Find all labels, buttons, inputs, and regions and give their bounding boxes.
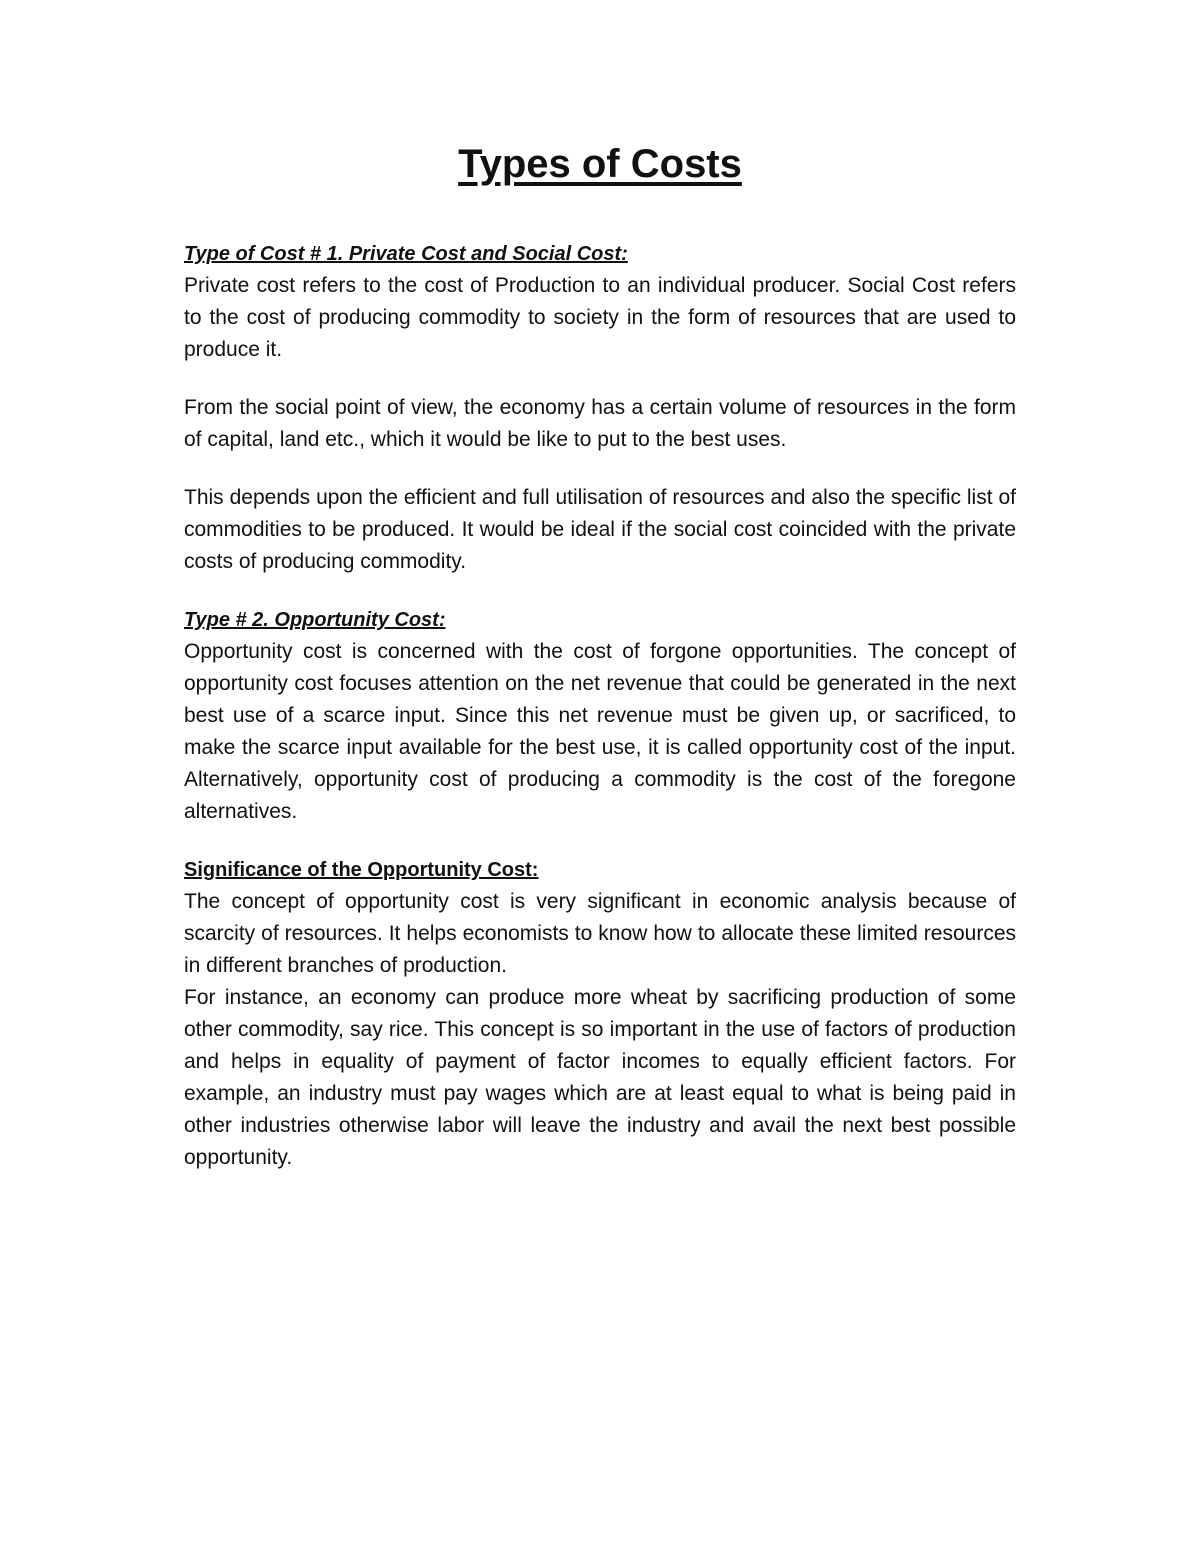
paragraph: This depends upon the efficient and full utilisation of resources and also the specific list of commodities to be produced. It would be ideal if the social cost coincided with the private costs of producing commodity. — [184, 486, 1016, 573]
paragraph: From the social point of view, the economy has a certain volume of resources in the form of capital, land etc., which it would be like to put to the best uses. — [184, 396, 1016, 451]
paragraph: The concept of opportunity cost is very significant in economic analysis because of scarcity of resources. It helps economists to know how to allocate these limited resources in different branches of production. — [184, 890, 1016, 977]
section-heading: Significance of the Opportunity Cost: — [184, 859, 539, 881]
paragraph: For instance, an economy can produce more wheat by sacrificing production of some other commodity, say rice. This concept is so important in the use of factors of production and helps in equality of payment of factor incomes to equally efficient factors. For example, an industry must pay wages which are at least equal to what is being paid in other industries otherwise labor will leave the industry and avail the next best possible opportunity. — [184, 986, 1016, 1169]
section-opportunity-cost — [184, 604, 1016, 828]
document-title: Types of Costs — [458, 142, 742, 186]
section-significance — [184, 854, 1016, 1174]
document-body — [184, 138, 1016, 1174]
section-heading: Type of Cost # 1. Private Cost and Social Cost: — [184, 243, 628, 265]
paragraph: Private cost refers to the cost of Production to an individual producer. Social Cost refers to the cost of producing commodity to society in the form of resources that are used to produce it. — [184, 274, 1016, 361]
paragraph: Opportunity cost is concerned with the cost of forgone opportunities. The concept of opportunity cost focuses attention on the net revenue that could be generated in the next best use of a scarce input. Since this net revenue must be given up, or sacrificed, to make the scarce input available for the best use, it is called opportunity cost of the input. Alternatively, opportunity cost of producing a commodity is the cost of the foregone alternatives. — [184, 640, 1016, 823]
section-heading: Type # 2. Opportunity Cost: — [184, 609, 446, 631]
section-private-social-cost — [184, 238, 1016, 578]
